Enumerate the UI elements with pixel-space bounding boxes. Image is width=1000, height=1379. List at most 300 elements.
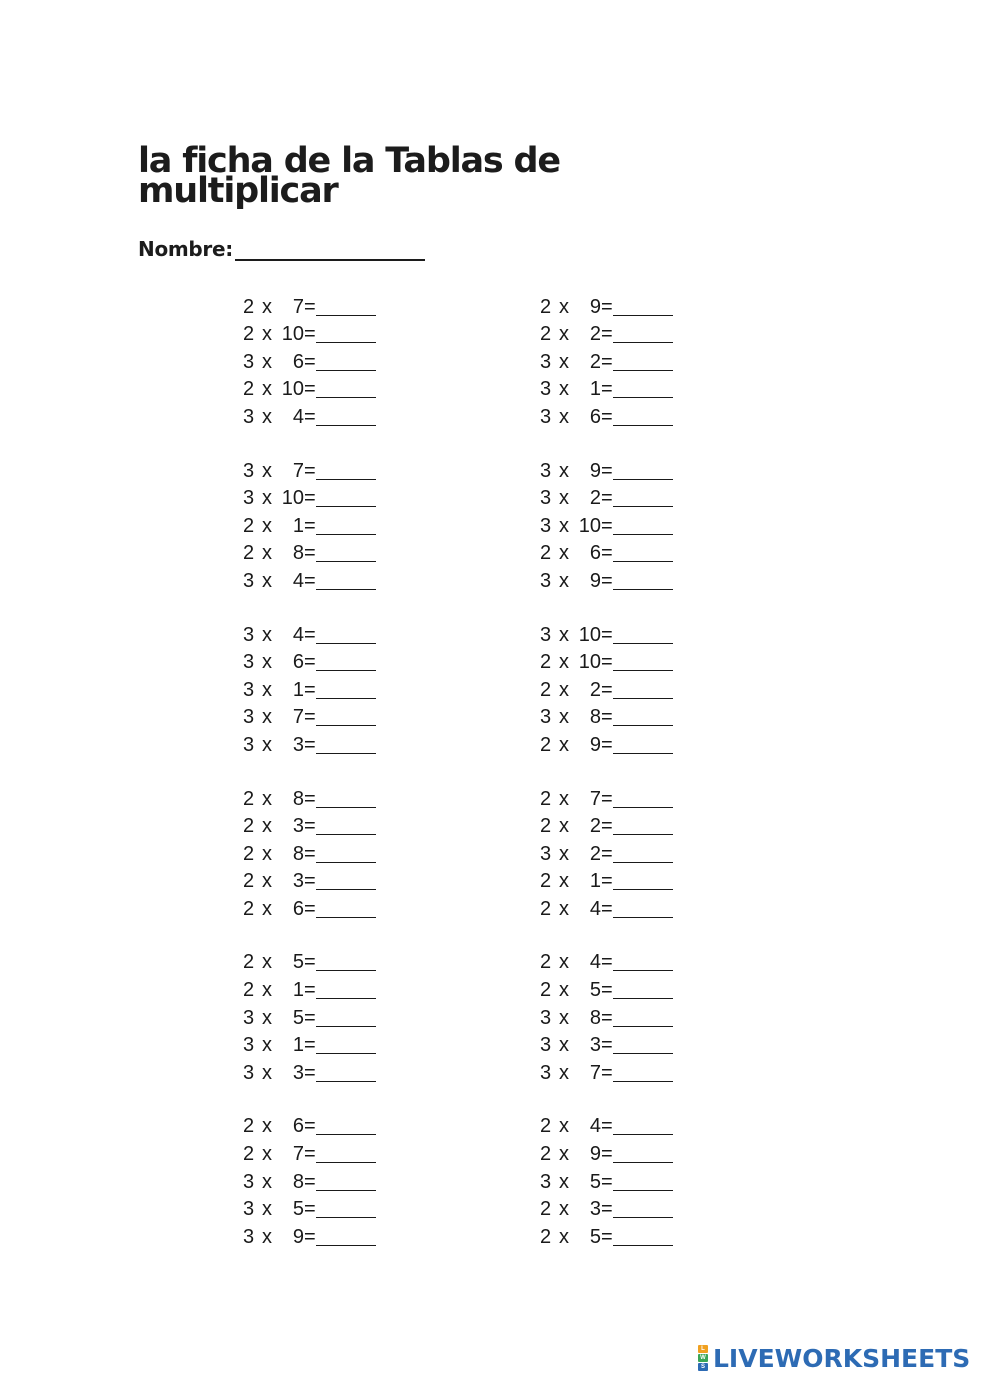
factor-a: 3 <box>243 1170 255 1193</box>
times-sign: x <box>262 706 272 729</box>
factor-a: 3 <box>243 733 255 756</box>
equals-sign: = <box>601 815 613 838</box>
exercise-row <box>243 373 443 401</box>
factor-a: 3 <box>540 1061 552 1084</box>
factor-a: 3 <box>243 459 255 482</box>
name-label: Nombre: <box>138 237 233 261</box>
right-exercise-column <box>540 290 740 1274</box>
factor-b: 1 <box>292 514 304 537</box>
factor-b: 7 <box>292 1143 304 1166</box>
equals-sign: = <box>304 459 316 482</box>
exercise-row <box>540 973 740 1001</box>
equals-sign: = <box>304 733 316 756</box>
equals-sign: = <box>601 706 613 729</box>
factor-b: 2 <box>589 678 601 701</box>
exercise-row <box>540 454 740 482</box>
answer-blank[interactable] <box>613 488 673 507</box>
factor-a: 3 <box>243 651 255 674</box>
factor-a: 3 <box>243 487 255 510</box>
times-sign: x <box>262 651 272 674</box>
factor-a: 3 <box>540 459 552 482</box>
factor-b: 3 <box>292 815 304 838</box>
times-sign: x <box>262 733 272 756</box>
factor-b: 2 <box>589 323 601 346</box>
times-sign: x <box>559 651 569 674</box>
factor-b: 8 <box>292 1170 304 1193</box>
factor-b: 5 <box>589 1225 601 1248</box>
liveworksheets-logo-icon <box>698 1345 708 1372</box>
exercise-row <box>540 318 740 346</box>
equals-sign: = <box>304 542 316 565</box>
answer-blank[interactable] <box>316 1172 376 1191</box>
times-sign: x <box>559 1225 569 1248</box>
exercise-group <box>243 946 443 1084</box>
exercise-row <box>540 373 740 401</box>
factor-a: 3 <box>243 1198 255 1221</box>
factor-b: 2 <box>589 815 601 838</box>
exercise-row <box>243 400 443 428</box>
factor-b: 7 <box>292 459 304 482</box>
factor-b: 8 <box>589 706 601 729</box>
factor-a: 2 <box>243 295 255 318</box>
factor-a: 3 <box>540 514 552 537</box>
equals-sign: = <box>601 487 613 510</box>
name-field[interactable] <box>235 237 425 261</box>
factor-a: 2 <box>243 787 255 810</box>
equals-sign: = <box>601 350 613 373</box>
factor-b: 4 <box>589 897 601 920</box>
times-sign: x <box>262 1061 272 1084</box>
factor-b: 5 <box>292 1198 304 1221</box>
factor-a: 2 <box>243 815 255 838</box>
equals-sign: = <box>304 897 316 920</box>
times-sign: x <box>262 870 272 893</box>
factor-b: 4 <box>589 1115 601 1138</box>
factor-b: 5 <box>589 1170 601 1193</box>
times-sign: x <box>262 1143 272 1166</box>
times-sign: x <box>262 678 272 701</box>
answer-blank[interactable] <box>613 543 673 562</box>
factor-b: 6 <box>292 651 304 674</box>
factor-a: 2 <box>243 951 255 974</box>
answer-blank[interactable] <box>613 571 673 590</box>
factor-a: 2 <box>540 323 552 346</box>
exercise-row <box>540 782 740 810</box>
factor-b: 1 <box>292 1034 304 1057</box>
factor-b: 3 <box>589 1198 601 1221</box>
equals-sign: = <box>601 951 613 974</box>
times-sign: x <box>262 951 272 974</box>
answer-blank[interactable] <box>316 1035 376 1054</box>
exercise-group <box>243 290 443 428</box>
answer-blank[interactable] <box>613 1063 673 1082</box>
exercise-row <box>540 810 740 838</box>
factor-b: 5 <box>292 951 304 974</box>
factor-b: 7 <box>589 787 601 810</box>
exercise-row <box>540 482 740 510</box>
equals-sign: = <box>304 1061 316 1084</box>
answer-blank[interactable] <box>316 488 376 507</box>
answer-blank[interactable] <box>316 789 376 808</box>
times-sign: x <box>559 459 569 482</box>
equals-sign: = <box>304 678 316 701</box>
equals-sign: = <box>304 569 316 592</box>
times-sign: x <box>262 1198 272 1221</box>
exercise-row <box>540 837 740 865</box>
factor-a: 3 <box>243 706 255 729</box>
factor-a: 3 <box>540 842 552 865</box>
times-sign: x <box>559 542 569 565</box>
factor-b: 2 <box>589 350 601 373</box>
equals-sign: = <box>304 1198 316 1221</box>
answer-blank[interactable] <box>613 1227 673 1246</box>
exercise-row <box>540 345 740 373</box>
brand-name: LIVEWORKSHEETS <box>713 1344 971 1373</box>
exercise-row <box>243 1001 443 1029</box>
times-sign: x <box>559 870 569 893</box>
exercise-row <box>540 1137 740 1165</box>
exercise-row <box>243 810 443 838</box>
answer-blank[interactable] <box>316 871 376 890</box>
factor-b: 1 <box>292 979 304 1002</box>
exercise-row <box>540 400 740 428</box>
factor-a: 3 <box>540 378 552 401</box>
exercise-group <box>540 1110 740 1248</box>
exercise-row <box>243 509 443 537</box>
answer-blank[interactable] <box>613 735 673 754</box>
factor-b: 8 <box>292 542 304 565</box>
answer-blank[interactable] <box>316 1116 376 1135</box>
factor-a: 3 <box>243 350 255 373</box>
answer-blank[interactable] <box>613 516 673 535</box>
answer-blank[interactable] <box>316 352 376 371</box>
logo-block: S <box>698 1363 708 1371</box>
equals-sign: = <box>601 1034 613 1057</box>
worksheet-title: la ficha de la Tablas de multiplicar <box>138 141 560 211</box>
factor-a: 3 <box>243 1061 255 1084</box>
exercise-row <box>540 673 740 701</box>
exercise-row <box>540 618 740 646</box>
factor-a: 3 <box>540 1170 552 1193</box>
equals-sign: = <box>601 733 613 756</box>
times-sign: x <box>262 787 272 810</box>
times-sign: x <box>262 378 272 401</box>
exercise-row <box>243 345 443 373</box>
answer-blank[interactable] <box>316 1227 376 1246</box>
equals-sign: = <box>304 1034 316 1057</box>
exercise-group <box>243 618 443 756</box>
answer-blank[interactable] <box>613 844 673 863</box>
exercise-group <box>540 290 740 428</box>
factor-b: 1 <box>589 378 601 401</box>
factor-a: 2 <box>243 842 255 865</box>
factor-b: 2 <box>589 842 601 865</box>
factor-a: 2 <box>540 733 552 756</box>
exercise-row <box>243 1165 443 1193</box>
factor-a: 2 <box>243 514 255 537</box>
logo-block: W <box>698 1354 708 1362</box>
factor-b: 10 <box>578 651 601 674</box>
equals-sign: = <box>304 378 316 401</box>
times-sign: x <box>262 323 272 346</box>
exercise-group <box>243 454 443 592</box>
factor-b: 1 <box>292 678 304 701</box>
liveworksheets-branding <box>698 1344 970 1373</box>
exercise-row <box>243 701 443 729</box>
answer-blank[interactable] <box>316 816 376 835</box>
exercise-row <box>243 946 443 974</box>
factor-a: 3 <box>540 706 552 729</box>
answer-blank[interactable] <box>613 1172 673 1191</box>
times-sign: x <box>262 569 272 592</box>
answer-blank[interactable] <box>316 1008 376 1027</box>
answer-blank[interactable] <box>316 407 376 426</box>
factor-a: 3 <box>540 405 552 428</box>
exercise-row <box>540 1110 740 1138</box>
answer-blank[interactable] <box>613 1008 673 1027</box>
factor-b: 6 <box>589 542 601 565</box>
answer-blank[interactable] <box>316 680 376 699</box>
factor-a: 3 <box>243 623 255 646</box>
factor-b: 4 <box>292 569 304 592</box>
times-sign: x <box>559 623 569 646</box>
equals-sign: = <box>601 569 613 592</box>
factor-a: 2 <box>243 870 255 893</box>
times-sign: x <box>559 1198 569 1221</box>
times-sign: x <box>559 842 569 865</box>
times-sign: x <box>559 350 569 373</box>
factor-b: 9 <box>589 733 601 756</box>
answer-blank[interactable] <box>613 652 673 671</box>
times-sign: x <box>559 487 569 510</box>
times-sign: x <box>559 897 569 920</box>
answer-blank[interactable] <box>613 352 673 371</box>
equals-sign: = <box>304 787 316 810</box>
equals-sign: = <box>601 979 613 1002</box>
answer-blank[interactable] <box>316 516 376 535</box>
equals-sign: = <box>304 815 316 838</box>
factor-b: 7 <box>292 295 304 318</box>
answer-blank[interactable] <box>613 379 673 398</box>
times-sign: x <box>559 295 569 318</box>
equals-sign: = <box>601 1170 613 1193</box>
exercise-row <box>243 782 443 810</box>
answer-blank[interactable] <box>613 625 673 644</box>
answer-blank[interactable] <box>613 707 673 726</box>
factor-b: 10 <box>281 323 304 346</box>
factor-a: 2 <box>540 1115 552 1138</box>
factor-b: 1 <box>589 870 601 893</box>
answer-blank[interactable] <box>316 980 376 999</box>
answer-blank[interactable] <box>613 1144 673 1163</box>
equals-sign: = <box>601 1115 613 1138</box>
answer-blank[interactable] <box>316 899 376 918</box>
times-sign: x <box>262 623 272 646</box>
answer-blank[interactable] <box>316 379 376 398</box>
answer-blank[interactable] <box>316 297 376 316</box>
exercise-group <box>243 782 443 920</box>
factor-a: 2 <box>540 1143 552 1166</box>
exercise-row <box>243 728 443 756</box>
factor-b: 10 <box>578 514 601 537</box>
equals-sign: = <box>304 651 316 674</box>
factor-a: 2 <box>243 979 255 1002</box>
answer-blank[interactable] <box>316 735 376 754</box>
equals-sign: = <box>601 542 613 565</box>
factor-b: 3 <box>292 733 304 756</box>
answer-blank[interactable] <box>613 952 673 971</box>
times-sign: x <box>262 514 272 537</box>
times-sign: x <box>262 542 272 565</box>
answer-blank[interactable] <box>613 789 673 808</box>
exercise-row <box>243 1056 443 1084</box>
factor-a: 3 <box>540 487 552 510</box>
factor-a: 2 <box>540 951 552 974</box>
equals-sign: = <box>304 487 316 510</box>
factor-b: 2 <box>589 487 601 510</box>
answer-blank[interactable] <box>613 324 673 343</box>
equals-sign: = <box>601 1006 613 1029</box>
factor-a: 3 <box>243 569 255 592</box>
answer-blank[interactable] <box>613 1199 673 1218</box>
factor-b: 9 <box>589 1143 601 1166</box>
factor-a: 3 <box>243 405 255 428</box>
times-sign: x <box>559 678 569 701</box>
answer-blank[interactable] <box>613 461 673 480</box>
equals-sign: = <box>601 459 613 482</box>
times-sign: x <box>559 706 569 729</box>
equals-sign: = <box>601 678 613 701</box>
factor-a: 3 <box>540 1006 552 1029</box>
equals-sign: = <box>304 706 316 729</box>
exercise-row <box>540 1056 740 1084</box>
answer-blank[interactable] <box>613 1035 673 1054</box>
exercise-row <box>540 564 740 592</box>
exercise-row <box>540 537 740 565</box>
factor-b: 8 <box>292 787 304 810</box>
equals-sign: = <box>601 323 613 346</box>
times-sign: x <box>262 815 272 838</box>
exercise-row <box>243 1137 443 1165</box>
factor-a: 2 <box>540 897 552 920</box>
times-sign: x <box>559 815 569 838</box>
equals-sign: = <box>304 323 316 346</box>
times-sign: x <box>559 1034 569 1057</box>
answer-blank[interactable] <box>316 625 376 644</box>
exercise-group <box>540 618 740 756</box>
factor-a: 2 <box>243 323 255 346</box>
answer-blank[interactable] <box>613 680 673 699</box>
times-sign: x <box>559 979 569 1002</box>
factor-b: 10 <box>281 378 304 401</box>
times-sign: x <box>262 459 272 482</box>
factor-b: 4 <box>292 623 304 646</box>
times-sign: x <box>262 979 272 1002</box>
times-sign: x <box>262 1006 272 1029</box>
times-sign: x <box>262 1115 272 1138</box>
equals-sign: = <box>304 1225 316 1248</box>
exercise-row <box>243 482 443 510</box>
answer-blank[interactable] <box>613 899 673 918</box>
answer-blank[interactable] <box>316 707 376 726</box>
answer-blank[interactable] <box>316 1144 376 1163</box>
answer-blank[interactable] <box>316 652 376 671</box>
answer-blank[interactable] <box>613 297 673 316</box>
answer-blank[interactable] <box>613 407 673 426</box>
answer-blank[interactable] <box>316 461 376 480</box>
equals-sign: = <box>304 295 316 318</box>
exercise-row <box>243 618 443 646</box>
exercise-row <box>540 1165 740 1193</box>
equals-sign: = <box>304 350 316 373</box>
times-sign: x <box>559 1143 569 1166</box>
answer-blank[interactable] <box>316 844 376 863</box>
exercise-row <box>540 1193 740 1221</box>
equals-sign: = <box>304 842 316 865</box>
equals-sign: = <box>601 897 613 920</box>
exercise-row <box>540 509 740 537</box>
factor-b: 3 <box>292 1061 304 1084</box>
times-sign: x <box>559 514 569 537</box>
factor-a: 3 <box>540 350 552 373</box>
answer-blank[interactable] <box>316 543 376 562</box>
answer-blank[interactable] <box>613 980 673 999</box>
answer-blank[interactable] <box>613 871 673 890</box>
times-sign: x <box>262 1225 272 1248</box>
factor-a: 2 <box>540 1198 552 1221</box>
answer-blank[interactable] <box>613 1116 673 1135</box>
times-sign: x <box>262 405 272 428</box>
exercise-row <box>243 537 443 565</box>
factor-b: 7 <box>589 1061 601 1084</box>
times-sign: x <box>559 378 569 401</box>
equals-sign: = <box>601 787 613 810</box>
factor-a: 3 <box>243 678 255 701</box>
exercise-row <box>243 865 443 893</box>
factor-a: 3 <box>540 569 552 592</box>
equals-sign: = <box>304 979 316 1002</box>
factor-b: 9 <box>589 459 601 482</box>
equals-sign: = <box>304 514 316 537</box>
answer-blank[interactable] <box>316 952 376 971</box>
equals-sign: = <box>601 405 613 428</box>
factor-a: 2 <box>540 1225 552 1248</box>
factor-b: 8 <box>292 842 304 865</box>
times-sign: x <box>559 323 569 346</box>
factor-a: 3 <box>243 1034 255 1057</box>
equals-sign: = <box>304 1143 316 1166</box>
answer-blank[interactable] <box>316 324 376 343</box>
factor-b: 6 <box>589 405 601 428</box>
times-sign: x <box>262 897 272 920</box>
answer-blank[interactable] <box>613 816 673 835</box>
answer-blank[interactable] <box>316 571 376 590</box>
answer-blank[interactable] <box>316 1063 376 1082</box>
exercise-row <box>540 1029 740 1057</box>
factor-a: 2 <box>540 542 552 565</box>
name-row <box>138 237 425 261</box>
factor-b: 10 <box>281 487 304 510</box>
times-sign: x <box>559 405 569 428</box>
answer-blank[interactable] <box>316 1199 376 1218</box>
exercise-row <box>540 946 740 974</box>
equals-sign: = <box>601 1061 613 1084</box>
equals-sign: = <box>601 870 613 893</box>
exercise-row <box>540 728 740 756</box>
exercise-row <box>243 318 443 346</box>
equals-sign: = <box>601 1198 613 1221</box>
factor-a: 2 <box>540 295 552 318</box>
